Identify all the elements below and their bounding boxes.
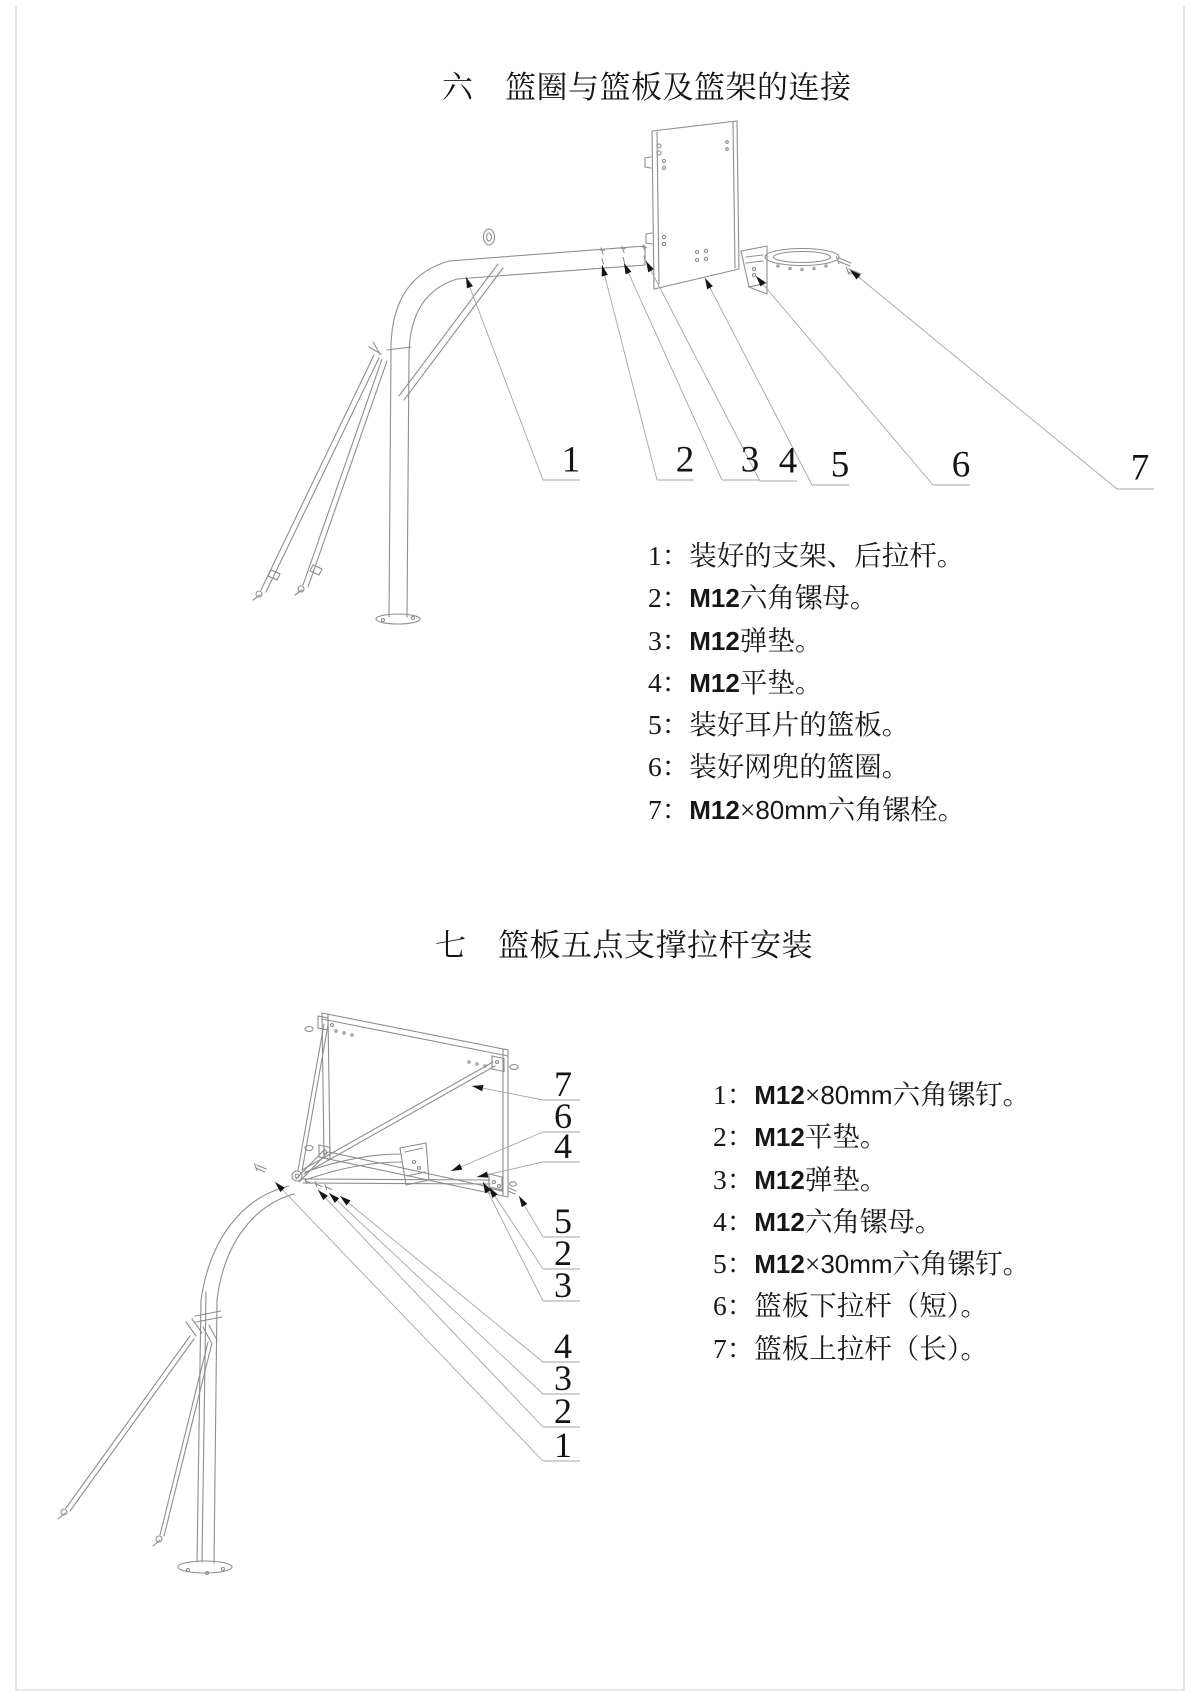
callout-label-2: 2 [554, 1233, 572, 1274]
section-7-parts-list [713, 1074, 1030, 1370]
parts-list-item: 5：M12×30mm六角镙钉。 [713, 1248, 1031, 1280]
callout-label-1: 1 [554, 1425, 572, 1466]
figure-7-drawing [58, 1013, 518, 1575]
callout-label-4: 4 [778, 440, 798, 482]
callout-label-6: 6 [951, 444, 971, 486]
callout-label-2: 2 [554, 1391, 572, 1432]
section-6-parts-list [648, 535, 965, 831]
callout-label-1: 1 [561, 439, 581, 481]
callout-label-4: 4 [554, 1126, 572, 1167]
section-6-title: 六 篮圈与篮板及篮架的连接 [442, 70, 852, 105]
callout-label-7: 7 [1130, 447, 1150, 489]
callout-label-3: 3 [740, 439, 760, 481]
parts-list-item: 6：装好网兜的篮圈。 [648, 751, 910, 783]
callout-label-2: 2 [675, 439, 695, 481]
parts-list-item: 5：装好耳片的篮板。 [648, 709, 910, 741]
parts-list-item: 3：M12弹垫。 [648, 624, 823, 656]
parts-list-item: 1：M12×80mm六角镙钉。 [713, 1079, 1031, 1110]
parts-list-item: 6：篮板下拉杆（短）。 [713, 1290, 988, 1322]
section-7-title: 七 篮板五点支撑拉杆安装 [435, 928, 813, 963]
parts-list-item: 1：装好的支架、后拉杆。 [648, 540, 965, 571]
parts-list-item: 3：M12弹垫。 [713, 1163, 888, 1195]
callout-label-7: 7 [554, 1064, 572, 1105]
parts-list-item: 2：M12平垫。 [713, 1121, 888, 1153]
figure-7-leader-lines [275, 1085, 580, 1466]
parts-list-item: 4：M12六角镙母。 [713, 1205, 943, 1237]
callout-label-6: 6 [554, 1096, 572, 1137]
callout-label-4: 4 [554, 1326, 572, 1367]
callout-label-3: 3 [554, 1265, 572, 1306]
parts-list-item: 4：M12平垫。 [648, 666, 823, 698]
callout-label-3: 3 [554, 1358, 572, 1399]
page-frame [16, 6, 1184, 1690]
parts-list-item: 2：M12六角镙母。 [648, 582, 878, 614]
callout-label-5: 5 [554, 1201, 572, 1242]
callout-label-5: 5 [830, 444, 850, 486]
parts-list-item: 7：M12×80mm六角镙栓。 [648, 793, 966, 825]
parts-list-item: 7：篮板上拉杆（长）。 [713, 1332, 988, 1364]
